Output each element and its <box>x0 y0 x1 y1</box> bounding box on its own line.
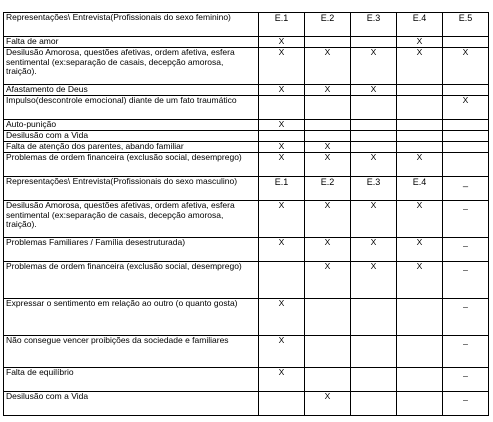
representation-cell: Falta de equilíbrio <box>4 368 259 392</box>
interview-mark-cell <box>397 131 443 142</box>
table-row <box>4 368 489 392</box>
interview-mark-cell: X <box>259 142 305 153</box>
interview-mark-cell <box>351 37 397 48</box>
table-row <box>4 238 489 262</box>
table-header-row <box>4 13 489 37</box>
table-row <box>4 153 489 177</box>
representation-cell: Desilusão com a Vida <box>4 131 259 142</box>
interview-mark-cell <box>259 131 305 142</box>
interview-mark-cell: X <box>443 96 489 120</box>
header-interview-cell: E.2 <box>305 177 351 201</box>
interview-mark-cell <box>443 37 489 48</box>
interview-mark-cell: _ <box>443 299 489 336</box>
interview-mark-cell <box>259 392 305 416</box>
table-row <box>4 96 489 120</box>
interview-mark-cell: X <box>259 336 305 368</box>
interview-mark-cell: X <box>259 153 305 177</box>
interview-mark-cell <box>351 368 397 392</box>
table-row <box>4 262 489 299</box>
interview-mark-cell: X <box>305 201 351 238</box>
interview-mark-cell: X <box>351 201 397 238</box>
interview-mark-cell <box>397 336 443 368</box>
interview-mark-cell: _ <box>443 392 489 416</box>
interview-mark-cell <box>351 299 397 336</box>
interview-mark-cell <box>305 120 351 131</box>
table-row <box>4 201 489 238</box>
interview-mark-cell: X <box>259 299 305 336</box>
header-interview-cell: E.5 <box>443 13 489 37</box>
interview-mark-cell <box>397 299 443 336</box>
header-representation-cell: Representações\ Entrevista(Profissionais do sexo masculino) <box>4 177 259 201</box>
table-row <box>4 37 489 48</box>
interview-mark-cell: X <box>305 238 351 262</box>
header-representation-cell: Representações\ Entrevista(Profissionais do sexo feminino) <box>4 13 259 37</box>
table-row <box>4 85 489 96</box>
representation-cell: Não consegue vencer proibições da sociedade e familiares <box>4 336 259 368</box>
header-interview-cell: E.1 <box>259 13 305 37</box>
interview-mark-cell: X <box>305 48 351 85</box>
interview-mark-cell <box>305 336 351 368</box>
interview-mark-cell <box>259 96 305 120</box>
interview-mark-cell: _ <box>443 201 489 238</box>
representation-cell: Expressar o sentimento em relação ao outro (o quanto gosta) <box>4 299 259 336</box>
interview-mark-cell <box>351 336 397 368</box>
interview-mark-cell: X <box>397 201 443 238</box>
interview-mark-cell <box>351 96 397 120</box>
interview-mark-cell: X <box>397 153 443 177</box>
representation-cell: Desilusão Amorosa, questões afetivas, ordem afetiva, esfera sentimental (ex:separação de casais, decepção amorosa, traição). <box>4 48 259 85</box>
interview-mark-cell <box>397 120 443 131</box>
interview-mark-cell: X <box>305 153 351 177</box>
interview-mark-cell: _ <box>443 238 489 262</box>
interview-mark-cell: X <box>351 48 397 85</box>
interview-mark-cell: _ <box>443 262 489 299</box>
interview-mark-cell: X <box>397 238 443 262</box>
interview-mark-cell <box>397 85 443 96</box>
representation-cell: Falta de amor <box>4 37 259 48</box>
interview-mark-cell <box>397 368 443 392</box>
interview-mark-cell: X <box>259 201 305 238</box>
interview-mark-cell <box>305 299 351 336</box>
interview-mark-cell: X <box>259 238 305 262</box>
representation-cell: Afastamento de Deus <box>4 85 259 96</box>
representation-cell: Auto-punição <box>4 120 259 131</box>
interview-mark-cell: X <box>351 238 397 262</box>
table-row <box>4 392 489 416</box>
table-row <box>4 336 489 368</box>
interview-mark-cell: X <box>351 262 397 299</box>
interview-mark-cell <box>397 142 443 153</box>
interview-mark-cell <box>443 153 489 177</box>
interview-mark-cell <box>397 96 443 120</box>
header-interview-cell: E.3 <box>351 177 397 201</box>
representation-cell: Problemas de ordem financeira (exclusão social, desemprego) <box>4 262 259 299</box>
representation-cell: Impulso(descontrole emocional) diante de um fato traumático <box>4 96 259 120</box>
interview-mark-cell: X <box>305 142 351 153</box>
interview-mark-cell <box>443 142 489 153</box>
interview-mark-cell <box>351 142 397 153</box>
interview-mark-cell <box>305 37 351 48</box>
interview-mark-cell <box>305 368 351 392</box>
table-row <box>4 131 489 142</box>
table-row <box>4 48 489 85</box>
representation-cell: Desilusão Amorosa, questões afetivas, ordem afetiva, esfera sentimental (ex:separação de casais, decepção amorosa, traição). <box>4 201 259 238</box>
interview-mark-cell: X <box>305 85 351 96</box>
interview-mark-cell: X <box>351 153 397 177</box>
interview-mark-cell: X <box>259 48 305 85</box>
interview-mark-cell <box>443 85 489 96</box>
table-row <box>4 299 489 336</box>
representation-cell: Problemas Familiares / Família desestruturada) <box>4 238 259 262</box>
interview-mark-cell: X <box>305 262 351 299</box>
interview-mark-cell: X <box>397 48 443 85</box>
header-interview-cell: E.4 <box>397 13 443 37</box>
interview-mark-cell: _ <box>443 368 489 392</box>
representation-cell: Problemas de ordem financeira (exclusão social, desemprego) <box>4 153 259 177</box>
interview-mark-cell: X <box>397 262 443 299</box>
interview-mark-cell <box>351 392 397 416</box>
interview-mark-cell <box>443 120 489 131</box>
header-interview-cell: E.3 <box>351 13 397 37</box>
header-interview-cell: _ <box>443 177 489 201</box>
header-interview-cell: E.4 <box>397 177 443 201</box>
table-row <box>4 120 489 131</box>
interview-mark-cell <box>351 131 397 142</box>
representation-cell: Falta de atenção dos parentes, abando familiar <box>4 142 259 153</box>
interview-mark-cell: X <box>259 37 305 48</box>
header-interview-cell: E.2 <box>305 13 351 37</box>
interview-mark-cell <box>305 131 351 142</box>
interview-mark-cell: X <box>351 85 397 96</box>
interview-mark-cell <box>259 262 305 299</box>
interview-mark-cell: X <box>443 48 489 85</box>
header-interview-cell: E.1 <box>259 177 305 201</box>
interview-mark-cell: X <box>259 120 305 131</box>
interview-mark-cell <box>443 131 489 142</box>
interview-mark-cell: X <box>397 37 443 48</box>
interview-mark-cell: X <box>259 85 305 96</box>
interview-mark-cell <box>397 392 443 416</box>
interview-mark-cell: X <box>259 368 305 392</box>
table-header-row <box>4 177 489 201</box>
representation-cell: Desilusão com a Vida <box>4 392 259 416</box>
interview-mark-cell: X <box>305 392 351 416</box>
interview-mark-cell <box>351 120 397 131</box>
interview-mark-cell: _ <box>443 336 489 368</box>
table-row <box>4 142 489 153</box>
interview-table <box>3 12 489 416</box>
interview-mark-cell <box>305 96 351 120</box>
